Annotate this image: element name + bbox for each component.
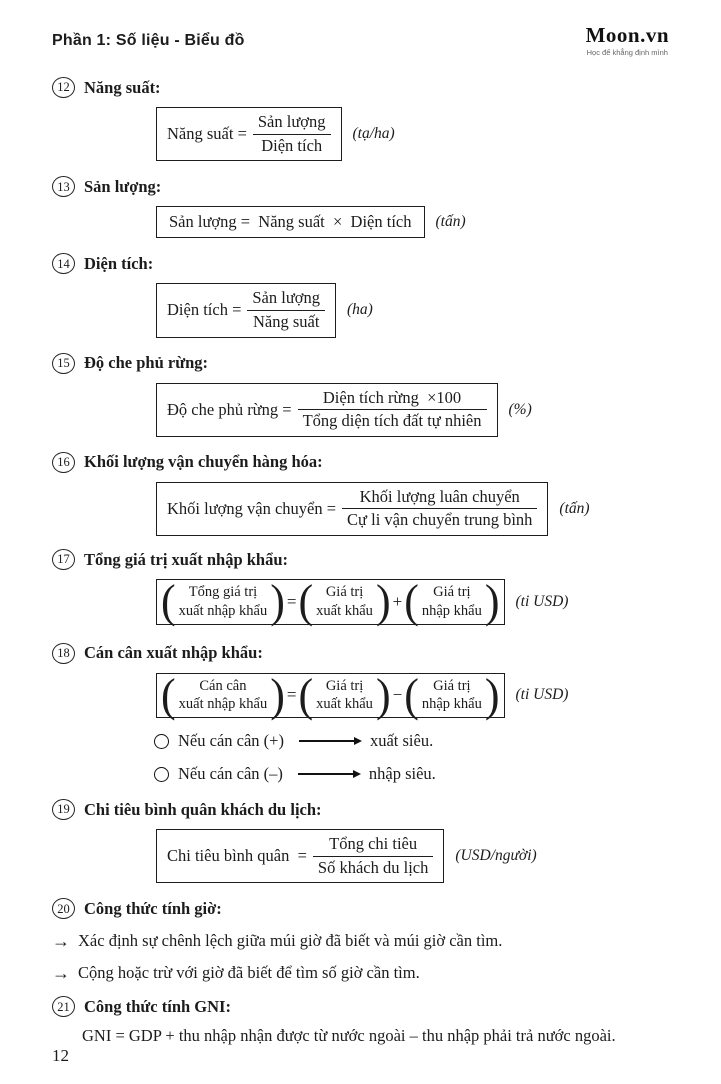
section-san-luong	[52, 176, 673, 238]
section-cong-thuc-tinh-gio	[52, 898, 673, 983]
formula-inline: Sản lượng = Năng suất × Diện tích	[169, 212, 412, 232]
section-heading	[52, 253, 673, 274]
item-number-badge: 21	[52, 996, 75, 1017]
stack-line: Giá trị	[433, 677, 471, 694]
stack-line: Giá trị	[433, 584, 471, 600]
fraction-numerator: Sản lượng	[257, 112, 326, 132]
plus-operator: +	[392, 591, 403, 611]
section-heading	[52, 549, 673, 570]
formula-unit: (ti USD)	[515, 592, 569, 610]
section-title: Năng suất:	[84, 77, 161, 97]
item-number-badge: 19	[52, 799, 75, 820]
open-paren: (	[298, 669, 314, 721]
close-paren: )	[270, 669, 285, 721]
item-number-badge: 20	[52, 898, 75, 919]
section-heading	[52, 77, 673, 98]
formula-unit: (%)	[508, 400, 532, 418]
item-number-badge: 14	[52, 253, 75, 274]
section-do-che-phu-rung	[52, 353, 673, 437]
section-title: Cán cân xuất nhập khẩu:	[84, 643, 263, 663]
paren-stack	[177, 677, 270, 715]
fraction-denominator: Cự li vận chuyển trung bình	[342, 508, 537, 531]
fraction-numerator: Tổng chi tiêu	[329, 834, 418, 854]
formula-row	[156, 206, 673, 238]
fraction	[247, 288, 325, 332]
page-header	[52, 24, 673, 57]
formula-row	[156, 482, 673, 536]
formula-box	[156, 575, 505, 628]
item-number-badge: 18	[52, 643, 75, 664]
fraction-denominator: Tổng diện tích đất tự nhiên	[298, 409, 487, 432]
section-dien-tich	[52, 253, 673, 337]
formula-unit: (tấn)	[435, 213, 466, 231]
section-title: Chi tiêu bình quân khách du lịch:	[84, 799, 322, 819]
stack-line: Giá trị	[325, 584, 364, 600]
item-number-badge: 15	[52, 353, 75, 374]
header-section-title: Phần 1: Số liệu - Biểu đồ	[52, 32, 245, 49]
right-arrow-icon: →	[52, 963, 70, 984]
stack-line: Cán cân	[199, 677, 247, 694]
formula-unit: (ha)	[347, 301, 373, 319]
long-arrow-icon	[299, 740, 355, 742]
item-number-badge: 13	[52, 176, 75, 197]
timezone-step-2	[52, 963, 673, 983]
stack-line: xuất khẩu	[316, 696, 373, 713]
note-negative-balance	[154, 764, 673, 784]
paren-stack	[314, 583, 375, 621]
note-result: nhập siêu.	[368, 764, 436, 784]
section-title: Sản lượng:	[84, 176, 162, 196]
brand-block	[586, 24, 673, 57]
formula-row	[156, 283, 673, 337]
right-arrow-icon: →	[52, 931, 70, 952]
fraction-numerator: Sản lượng	[252, 288, 321, 308]
section-cong-thuc-tinh-gni	[52, 996, 673, 1046]
section-heading	[52, 996, 673, 1017]
section-khoi-luong-van-chuyen	[52, 452, 673, 536]
formula-box	[156, 669, 505, 721]
formula-unit: (tấn)	[559, 499, 590, 517]
stack-line: nhập khẩu	[421, 696, 482, 713]
section-can-can-xnk	[52, 643, 673, 785]
stack-line: nhập khẩu	[421, 602, 482, 619]
equals-operator: =	[286, 591, 297, 611]
formula-box	[156, 107, 342, 161]
section-title: Công thức tính GNI:	[84, 996, 231, 1016]
paren-stack	[177, 583, 270, 621]
close-paren: )	[484, 669, 500, 721]
note-result: xuất siêu.	[369, 731, 434, 751]
section-title: Độ che phủ rừng:	[84, 353, 209, 373]
fraction	[342, 487, 537, 531]
note-text: Nếu cán cân (+)	[178, 731, 284, 751]
close-paren: )	[484, 575, 500, 628]
close-paren: )	[375, 575, 391, 628]
formula-row	[156, 575, 673, 628]
section-title: Tổng giá trị xuất nhập khẩu:	[84, 549, 289, 569]
circle-bullet-icon	[154, 767, 169, 782]
section-title: Khối lượng vận chuyển hàng hóa:	[84, 452, 323, 472]
close-paren: )	[270, 575, 285, 628]
section-chi-tieu-binh-quan	[52, 799, 673, 883]
formula-box	[156, 482, 548, 536]
formula-box	[156, 383, 498, 437]
fraction-numerator: Diện tích rừng ×100	[322, 387, 462, 407]
section-heading	[52, 452, 673, 473]
formula-box	[156, 206, 425, 238]
formula-lhs: Chi tiêu bình quân =	[167, 846, 307, 866]
formula-row	[156, 829, 673, 883]
open-paren: (	[161, 575, 176, 628]
fraction	[298, 388, 487, 432]
formula-row	[156, 107, 673, 161]
step-text: Xác định sự chênh lệch giữa múi giờ đã biết và múi giờ cần tìm.	[78, 931, 503, 951]
open-paren: (	[404, 575, 419, 628]
equals-operator: =	[286, 685, 297, 705]
section-heading	[52, 643, 673, 664]
note-positive-balance	[154, 731, 673, 751]
section-heading	[52, 176, 673, 197]
item-number-badge: 17	[52, 549, 75, 570]
stack-line: xuất nhập khẩu	[178, 602, 268, 619]
section-heading	[52, 799, 673, 820]
section-nang-suat	[52, 77, 673, 161]
formula-lhs: Năng suất =	[167, 124, 247, 144]
open-paren: (	[161, 669, 176, 721]
stack-line: xuất khẩu	[316, 602, 373, 619]
brand-logo: Moon.vn	[585, 23, 669, 47]
section-title: Diện tích:	[84, 253, 154, 273]
note-text: Nếu cán cân (–)	[178, 764, 283, 784]
stack-line: Giá trị	[325, 677, 364, 694]
page-number: 12	[52, 1046, 69, 1066]
formula-unit: (ti USD)	[515, 686, 569, 704]
formula-box	[156, 283, 336, 337]
item-number-badge: 12	[52, 77, 75, 98]
long-arrow-icon	[298, 773, 354, 775]
open-paren: (	[404, 669, 419, 721]
formula-unit: (USD/người)	[455, 847, 537, 865]
formula-row	[156, 669, 673, 721]
fraction-denominator: Diện tích	[253, 134, 331, 157]
section-heading	[52, 353, 673, 374]
step-text: Cộng hoặc trừ với giờ đã biết để tìm số giờ cần tìm.	[78, 963, 420, 983]
stack-line: Tổng giá trị	[188, 584, 258, 600]
fraction-denominator: Số khách du lịch	[313, 856, 433, 879]
fraction-numerator: Khối lượng luân chuyển	[359, 486, 520, 506]
fraction-denominator: Năng suất	[247, 310, 325, 333]
stack-line: xuất nhập khẩu	[178, 696, 268, 713]
formula-lhs: Diện tích =	[167, 300, 242, 320]
fraction	[313, 834, 433, 878]
formula-unit: (tạ/ha)	[352, 125, 395, 143]
gni-formula-text: GNI = GDP + thu nhập nhận được từ nước ngoài – thu nhập phải trả nước ngoài.	[82, 1026, 616, 1046]
close-paren: )	[375, 669, 391, 721]
circle-bullet-icon	[154, 734, 169, 749]
paren-stack	[314, 677, 375, 715]
formula-lhs: Khối lượng vận chuyển =	[167, 498, 337, 518]
section-tong-gia-tri-xnk	[52, 549, 673, 628]
timezone-step-1	[52, 931, 673, 951]
paren-stack	[420, 583, 484, 621]
paren-stack	[420, 677, 484, 715]
item-number-badge: 16	[52, 452, 75, 473]
section-title: Công thức tính giờ:	[84, 898, 222, 918]
formula-box	[156, 829, 444, 883]
formula-row	[156, 383, 673, 437]
formula-lhs: Độ che phủ rừng =	[167, 399, 292, 419]
open-paren: (	[298, 575, 314, 628]
fraction	[253, 112, 331, 156]
minus-operator: −	[392, 685, 403, 705]
section-heading	[52, 898, 673, 919]
brand-tagline: Học để khẳng định mình	[586, 48, 668, 58]
